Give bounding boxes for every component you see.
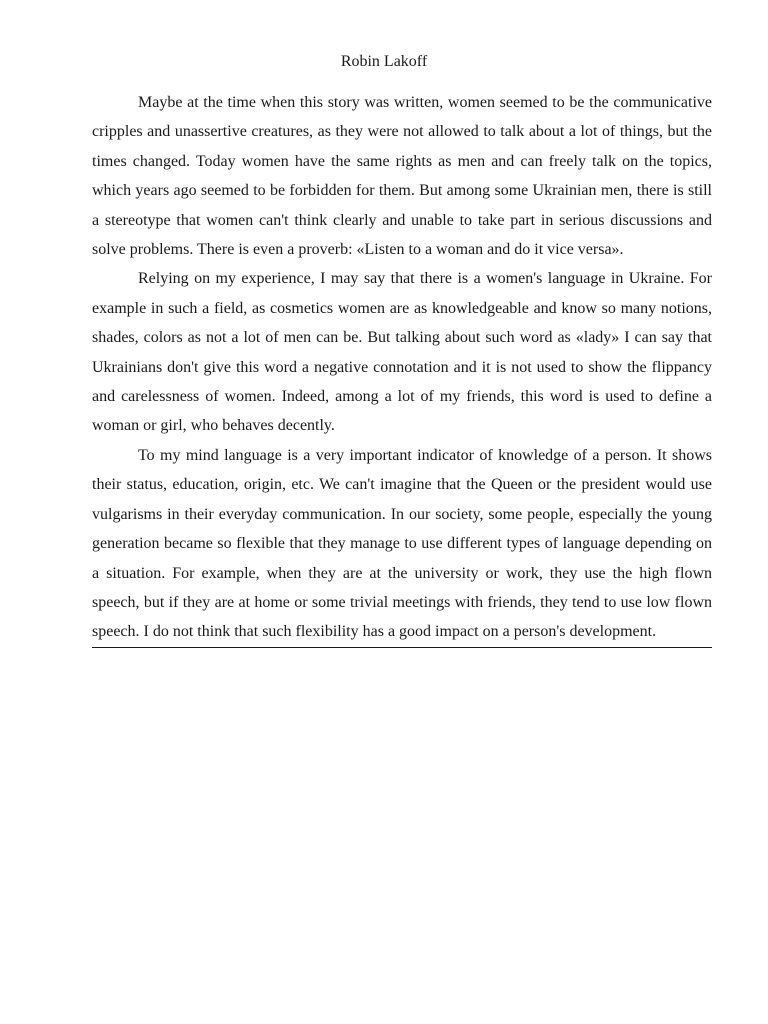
paragraph: To my mind language is a very important indicator of knowledge of a person. It shows their status, education, origin, etc. We can't imagine that the Queen or the president would use vulgarisms in their everyday communication. In our society, some people, especially the young generation became so flexible that they manage to use different types of language depending on a situation. For example, when they are at the university or work, they use the high flown speech, but if they are at home or some trivial meetings with friends, they tend to use low flown speech. I do not think that such flexibility has a good impact on a person's development.	[92, 441, 712, 648]
paragraph: Maybe at the time when this story was written, women seemed to be the communicative cripples and unassertive creatures, as they were not allowed to talk about a lot of things, but the times changed. Today women have the same rights as men and can freely talk on the topics, which years ago seemed to be forbidden for them. But among some Ukrainian men, there is still a stereotype that women can't think clearly and unable to take part in serious discussions and solve problems. There is even a proverb: «Listen to a woman and do it vice versa».	[92, 94, 712, 259]
document-title: Robin Lakoff	[340, 53, 428, 70]
paragraph: Relying on my experience, I may say that there is a women's language in Ukraine. For example in such a field, as cosmetics women are as knowledgeable and know so many notions, shades, colors as not a lot of men can be. But talking about such word as «lady» I can say that Ukrainians don't give this word a negative connotation and it is not used to show the flippancy and carelessness of women. Indeed, among a lot of my friends, this word is used to define a woman or girl, who behaves decently.	[92, 270, 712, 435]
document-body	[92, 88, 712, 648]
